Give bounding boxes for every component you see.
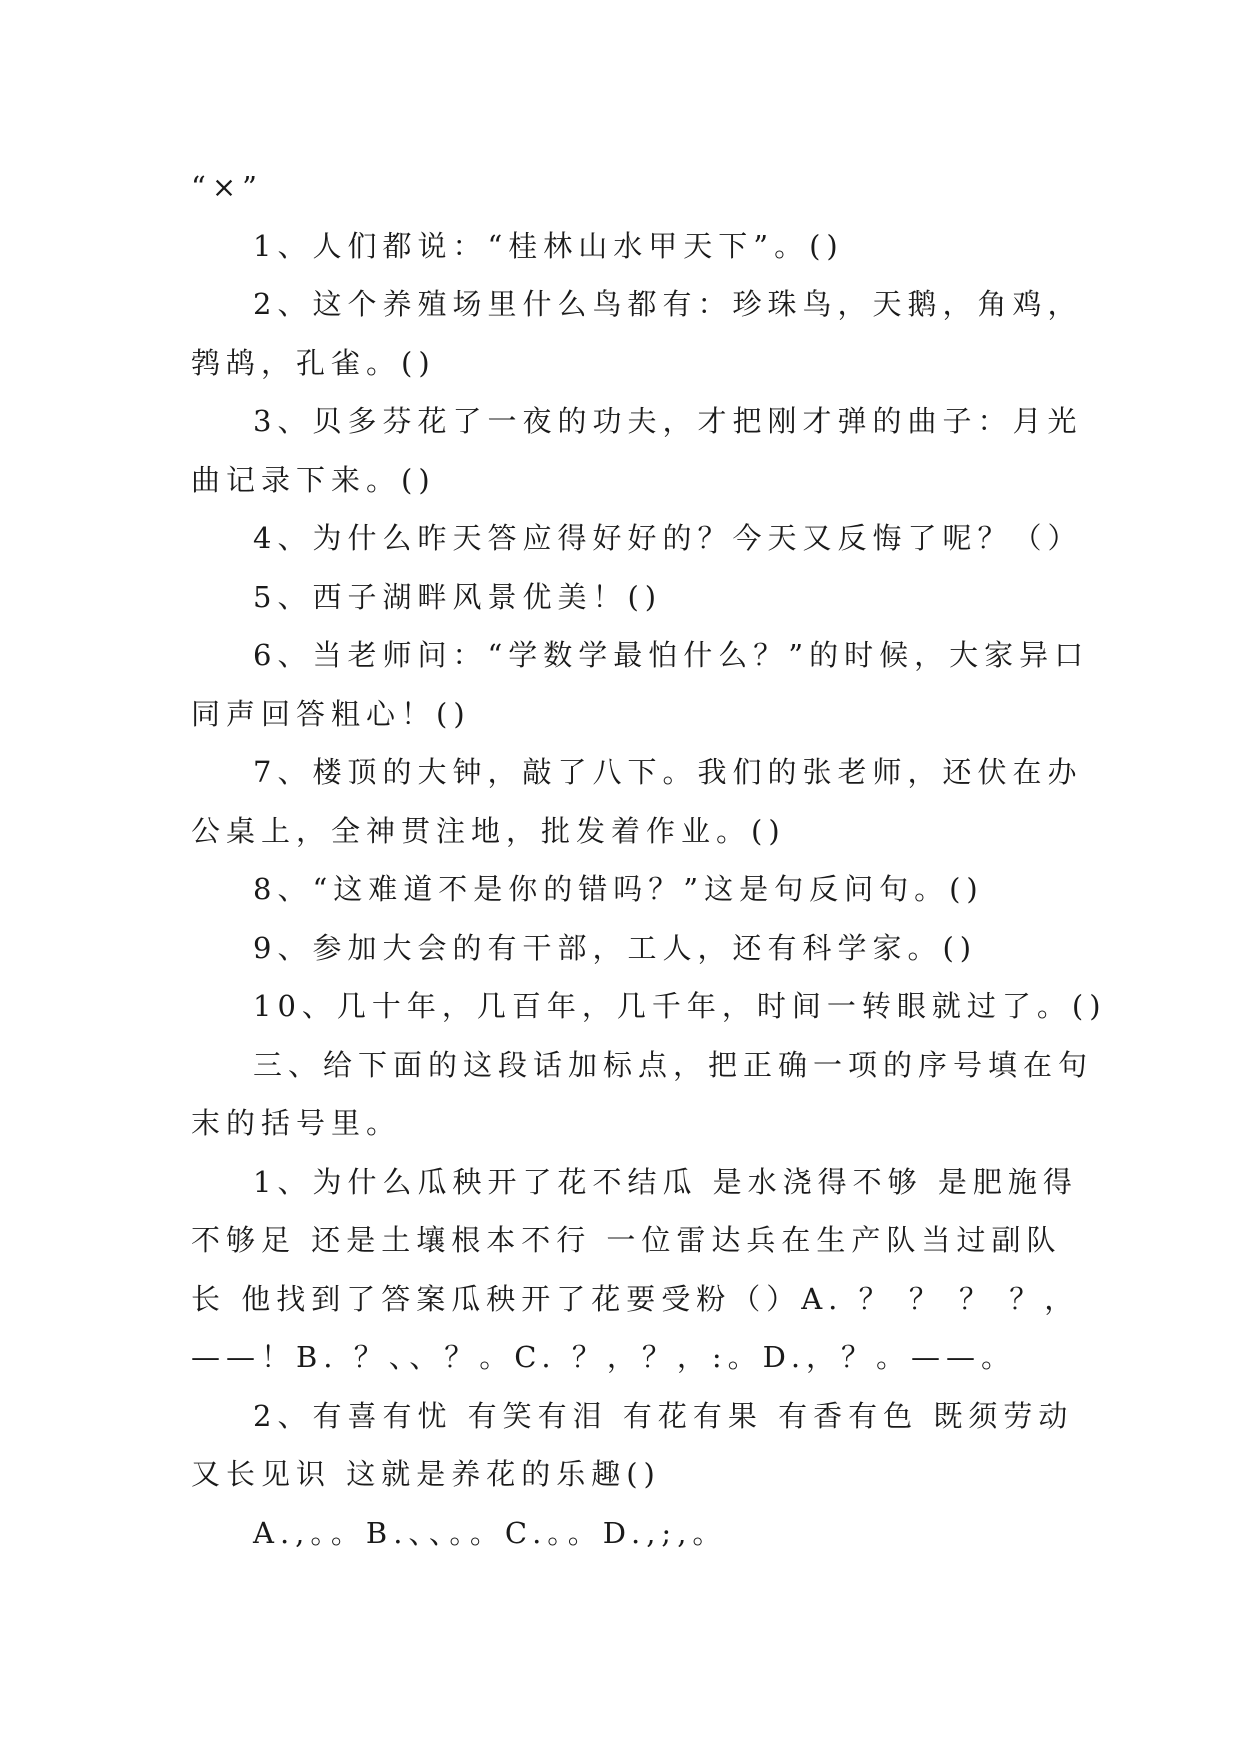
question-9: 9、参加大会的有干部，工人，还有科学家。() <box>253 930 978 965</box>
question-7-line-2: 公桌上，全神贯注地，批发着作业。() <box>191 813 786 848</box>
question-1: 1、人们都说：“桂林山水甲天下”。() <box>253 228 844 263</box>
section-3-item-1-line-3: 长 他找到了答案瓜秧开了花要受粉（）A. ？ ？ ？ ？， <box>191 1281 1080 1316</box>
section-3-heading-line-1: 三、给下面的这段话加标点，把正确一项的序号填在句 <box>253 1047 1094 1082</box>
section-3-item-2-line-1: 2、有喜有忧 有笑有泪 有花有果 有香有色 既须劳动 <box>253 1398 1074 1433</box>
question-2-line-2: 鹁鸪，孔雀。() <box>191 345 436 380</box>
section-3-item-1-line-4: ——！B. ？、、？。C. ？，？，:。D.，？。——。 <box>191 1340 1017 1374</box>
question-3-line-2: 曲记录下来。() <box>191 462 436 497</box>
question-5: 5、西子湖畔风景优美！() <box>253 579 663 614</box>
section-3-item-1-line-2: 不够足 还是土壤根本不行 一位雷达兵在生产队当过副队 <box>191 1223 1062 1257</box>
question-3-line-1: 3、贝多芬花了一夜的功夫，才把刚才弹的曲子：月光 <box>253 404 1083 438</box>
text-line-mark: “×” <box>191 170 263 204</box>
question-7-line-1: 7、楼顶的大钟，敲了八下。我们的张老师，还伏在办 <box>253 755 1083 789</box>
question-6-line-1: 6、当老师问：“学数学最怕什么？”的时候，大家异口 <box>253 638 1090 672</box>
question-10: 10、几十年，几百年，几千年，时间一转眼就过了。() <box>253 989 1107 1023</box>
section-3-item-2-line-2: 又长见识 这就是养花的乐趣() <box>191 1457 661 1491</box>
question-6-line-2: 同声回答粗心！() <box>191 696 471 731</box>
question-8: 8、“这难道不是你的错吗？”这是句反问句。() <box>253 872 984 906</box>
question-2-line-1: 2、这个养殖场里什么鸟都有：珍珠鸟，天鹅，角鸡， <box>253 287 1083 321</box>
section-3-item-2-options: A.,。。B.、、。。C.。。D.,;,。 <box>253 1515 728 1550</box>
section-3-heading-line-2: 末的括号里。 <box>191 1106 402 1140</box>
question-4: 4、为什么昨天答应得好好的？今天又反悔了呢？（） <box>253 521 1083 555</box>
document-body <box>191 158 1107 1562</box>
section-3-item-1-line-1: 1、为什么瓜秧开了花不结瓜 是水浇得不够 是肥施得 <box>253 1164 1078 1199</box>
